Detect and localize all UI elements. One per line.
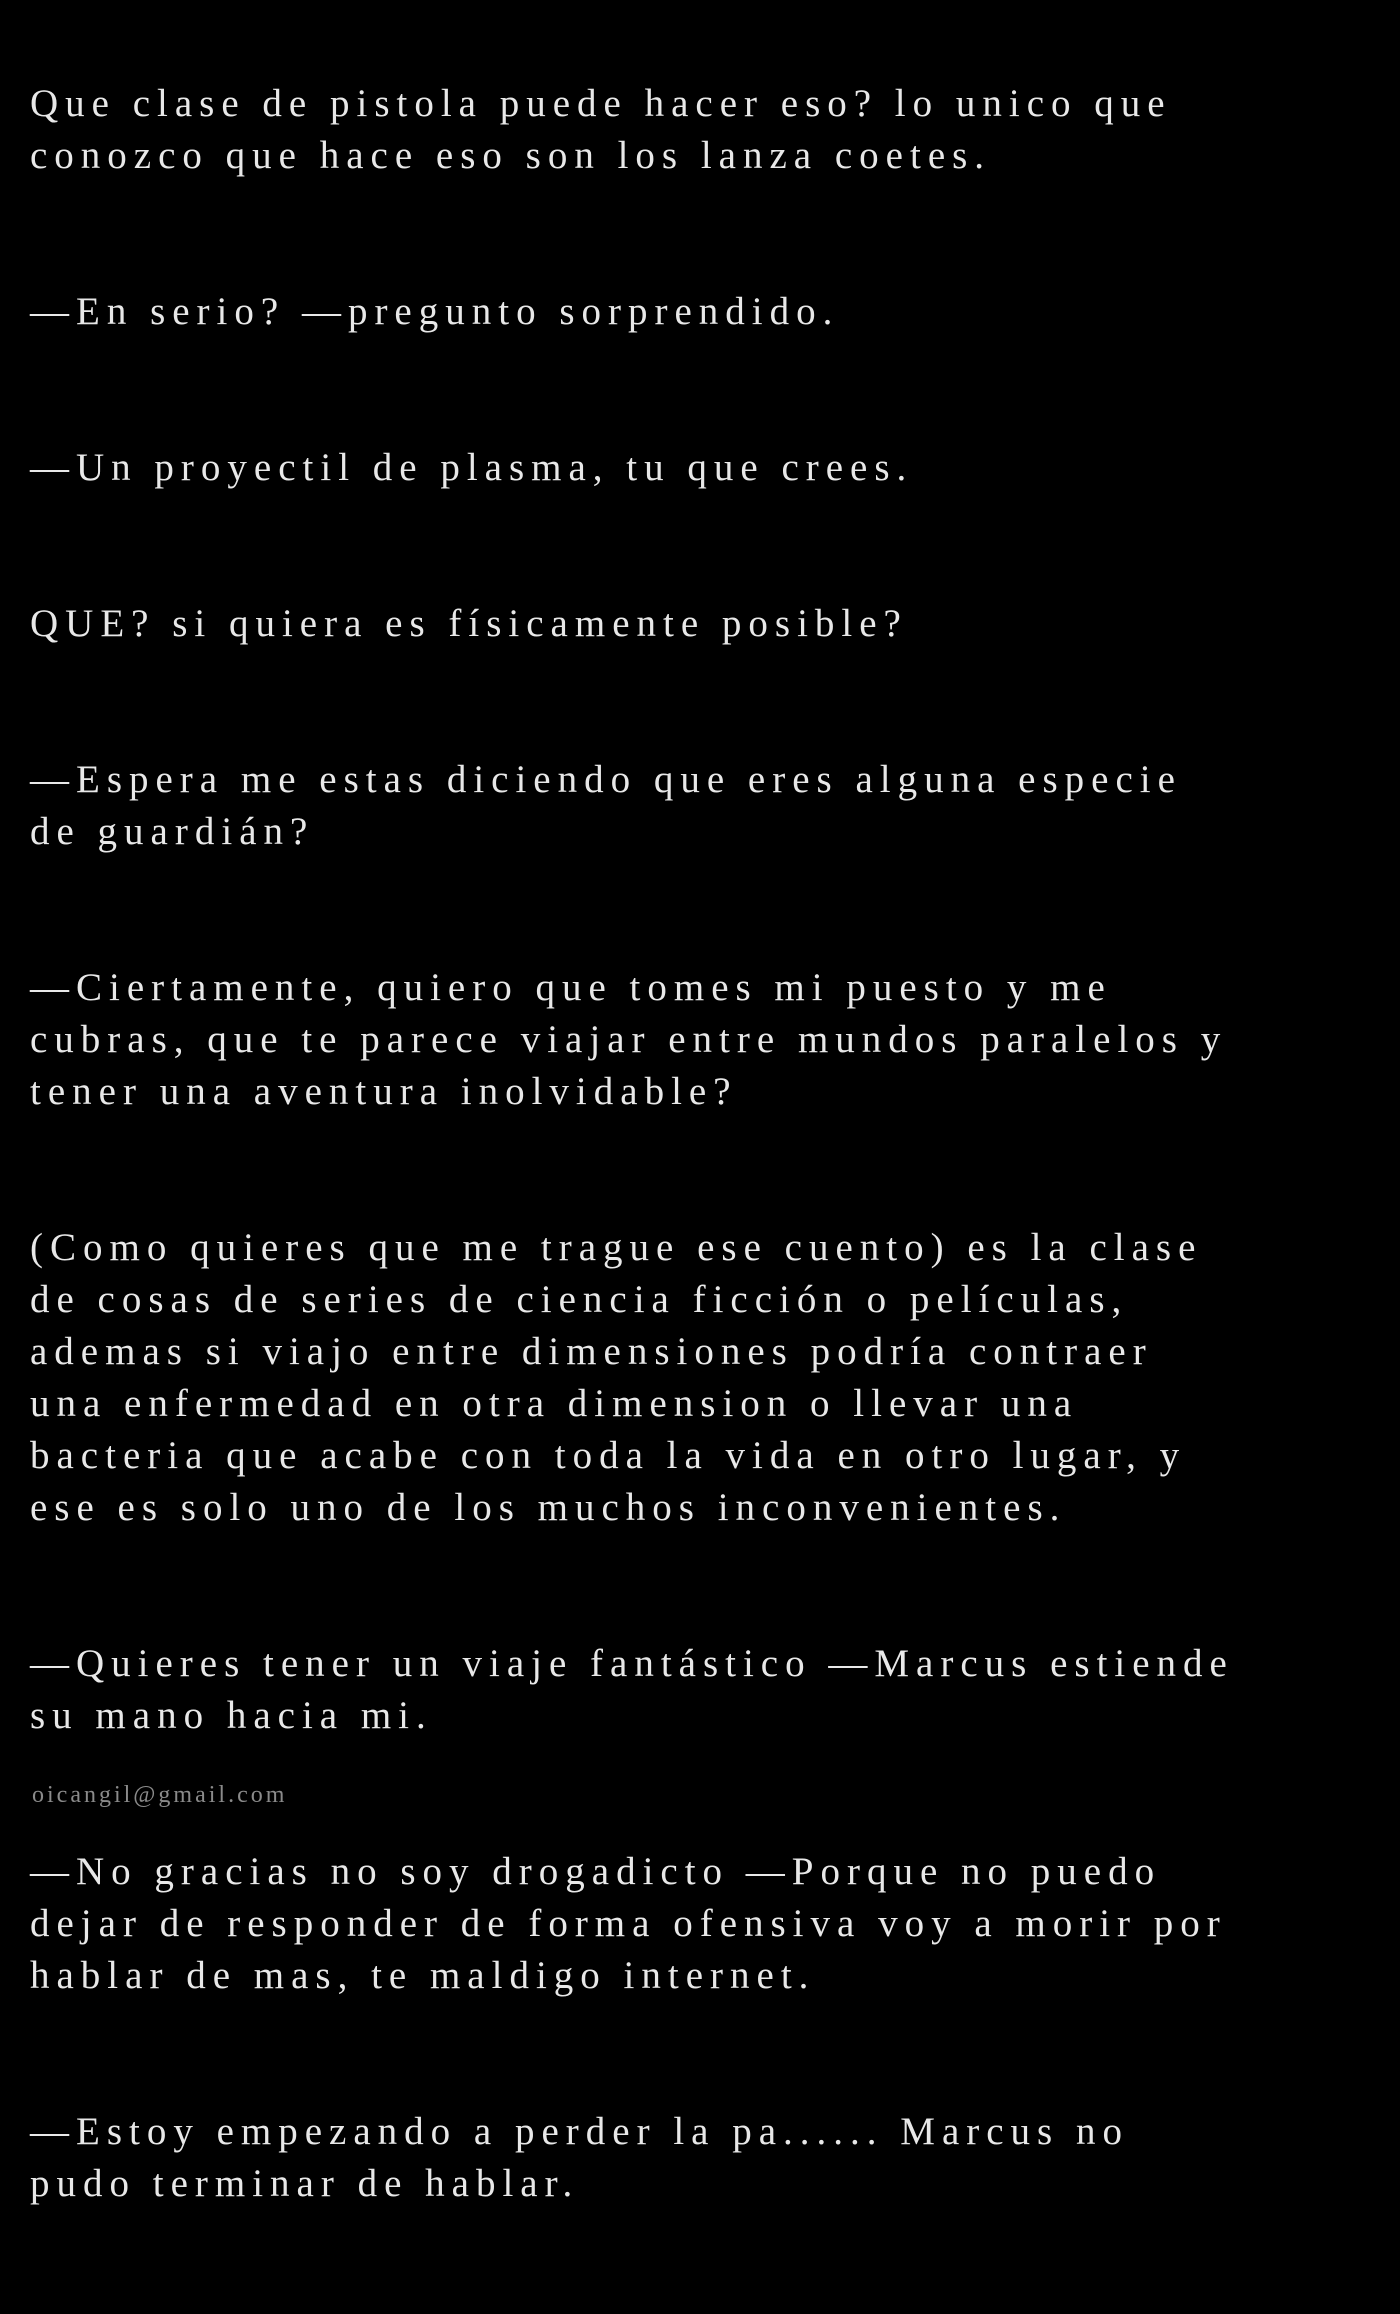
paragraph-5: —Espera me estas diciendo que eres alguna especie de guardián?: [30, 758, 1182, 853]
paragraph-1: Que clase de pistola puede hacer eso? lo unico que conozco que hace eso son los lanza coetes.: [30, 82, 1172, 177]
paragraph-8: —Quieres tener un viaje fantástico —Marcus estiende su mano hacia mi.: [30, 1642, 1234, 1737]
paragraph-10: —Estoy empezando a perder la pa...... Marcus no pudo terminar de hablar.: [30, 2110, 1129, 2205]
paragraph-9: —No gracias no soy drogadicto —Porque no puedo dejar de responder de forma ofensiva voy a morir por hablar de mas, te maldigo internet.: [30, 1850, 1227, 1997]
paragraph-3: —Un proyectil de plasma, tu que crees.: [30, 446, 914, 489]
paragraph-6: —Ciertamente, quiero que tomes mi puesto y me cubras, que te parece viajar entre mundos paralelos y tener una aventura inolvidable?: [30, 966, 1228, 1113]
paragraph-2: —En serio? —pregunto sorprendido.: [30, 290, 840, 333]
footer-email: oicangil@gmail.com: [32, 1782, 288, 1808]
paragraph-4: QUE? si quiera es físicamente posible?: [30, 602, 908, 645]
paragraph-7: (Como quieres que me trague ese cuento) es la clase de cosas de series de ciencia ficción o películas, ademas si viajo entre dimensiones podría contraer una enfermedad en otra dimension o llevar una bacteria que acabe con toda la vida en otro lugar, y ese es solo uno de los muchos inconvenientes.: [30, 1226, 1203, 1529]
story-text: [30, 26, 1380, 2314]
